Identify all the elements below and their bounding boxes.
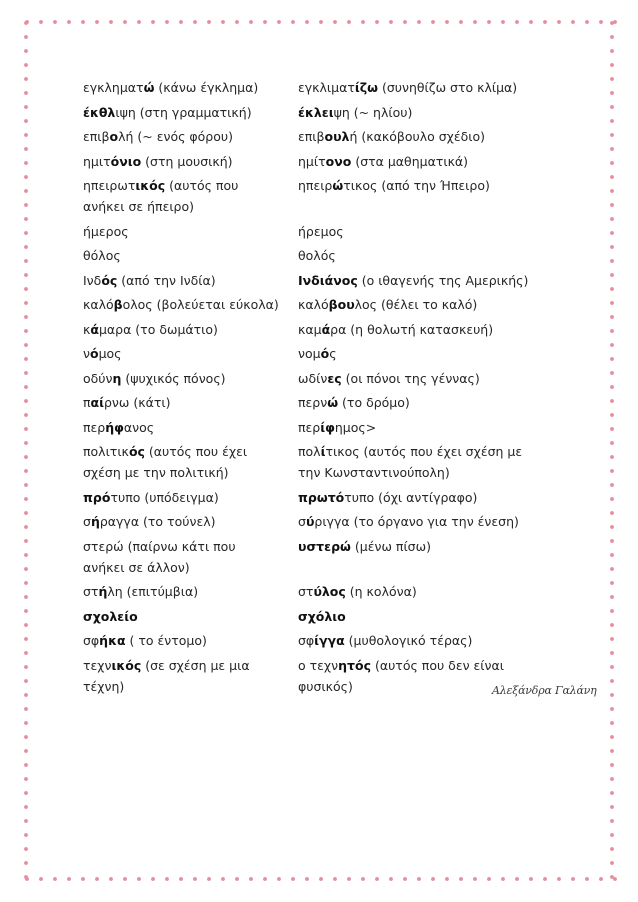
word-right-cell (298, 175, 563, 217)
word-part: τυπο (όχι αντίγραφο) (344, 489, 478, 505)
word-part: σ (298, 514, 306, 529)
word-part: ωδίν (298, 370, 328, 386)
cell-line (298, 655, 563, 676)
word-part: σφ (298, 633, 315, 648)
word-pair-row (83, 536, 563, 578)
word-part: ιψη (στη γραμματική) (115, 104, 252, 120)
bold-word-part: ός (101, 272, 118, 288)
word-right-cell (298, 319, 563, 340)
word-part: (αυτός που δεν είναι (370, 657, 504, 673)
word-pair-row (83, 368, 563, 389)
word-right-cell (298, 294, 563, 315)
word-left-cell (83, 294, 298, 315)
cell-line (83, 557, 298, 578)
bold-word-part: ίζω (354, 80, 378, 95)
word-pair-row (83, 630, 563, 651)
bold-word-part: ί (320, 444, 326, 459)
word-part: θολός (298, 248, 336, 263)
bold-word-part: η (112, 370, 122, 386)
word-part: (το δρόμο) (338, 395, 410, 410)
word-part: (σε σχέση με μια (141, 657, 250, 673)
cell-line (298, 245, 563, 266)
word-part: επιβ (298, 129, 325, 144)
word-part: λη (επιτύμβια) (107, 584, 199, 599)
bold-word-part: β (113, 297, 123, 312)
word-right-cell (298, 536, 563, 578)
word-left-cell (83, 417, 298, 438)
word-part: στερώ (παίρνω κάτι που (83, 538, 236, 554)
word-part: θόλος (83, 248, 121, 263)
word-pair-row (83, 343, 563, 364)
bold-word-part: έκλει (298, 104, 334, 120)
cell-line (83, 343, 298, 364)
bold-word-part: ός (128, 444, 145, 459)
cell-line (83, 462, 298, 483)
word-part: Ινδ (83, 272, 102, 288)
word-pair-row (83, 77, 563, 98)
cell-line (298, 368, 563, 389)
word-right-cell (298, 511, 563, 532)
cell-line (83, 676, 298, 697)
word-left-cell (83, 487, 298, 508)
bold-word-part: ό (320, 346, 330, 361)
bold-word-part: ονο (325, 153, 352, 169)
word-left-cell (83, 606, 298, 627)
word-part: ν (83, 346, 90, 361)
word-left-cell (83, 221, 298, 242)
cell-line (83, 196, 298, 217)
word-right-cell (298, 581, 563, 602)
word-part: ή (κακόβουλο σχέδιο) (349, 129, 486, 144)
word-pair-row (83, 319, 563, 340)
bold-word-part: ικός (111, 657, 142, 673)
cell-line (298, 77, 563, 98)
word-part: ς (329, 346, 337, 361)
word-right-cell (298, 368, 563, 389)
bold-word-part: ήκα (99, 633, 126, 648)
word-pair-row (83, 511, 563, 532)
cell-line (83, 77, 298, 98)
bold-word-part: ό (89, 346, 99, 361)
word-right-cell (298, 102, 563, 123)
bold-word-part: ες (327, 370, 342, 386)
bold-word-part: ήφ (105, 419, 124, 435)
word-left-cell (83, 151, 298, 172)
word-part: (στη μουσική) (141, 153, 233, 169)
word-pair-row (83, 294, 563, 315)
word-part: κ (83, 321, 91, 337)
word-part: ριγγα (το όργανο για την ένεση) (314, 514, 519, 529)
word-part: τεχν (83, 657, 112, 673)
cell-line (83, 511, 298, 532)
bold-word-part: αί (90, 395, 104, 410)
word-part: ημίτ (298, 153, 326, 169)
bold-word-part: υστερώ (298, 538, 351, 554)
bold-word-part: Ινδιάνος (298, 272, 358, 288)
bold-word-part: ύ (305, 514, 315, 529)
word-part: περ (83, 419, 106, 435)
word-right-cell (298, 151, 563, 172)
cell-line (298, 343, 563, 364)
bold-word-part: ητός (338, 657, 371, 673)
cell-line (298, 175, 563, 196)
word-part: μος (98, 346, 122, 361)
word-right-cell (298, 487, 563, 508)
cell-line (83, 487, 298, 508)
word-right-cell (298, 417, 563, 438)
cell-line (83, 606, 298, 627)
word-part: (στα μαθηματικά) (351, 153, 469, 169)
cell-line (83, 221, 298, 242)
cell-line (298, 630, 563, 651)
word-part: οδύν (83, 370, 113, 386)
word-left-cell (83, 536, 298, 578)
word-right-cell (298, 630, 563, 651)
word-part: ανήκει σε ήπειρο) (83, 199, 195, 214)
cell-line (83, 294, 298, 315)
word-part: ραγγα (το τούνελ) (99, 514, 216, 529)
word-part: τυπο (υπόδειγμα) (110, 489, 219, 505)
word-left-cell (83, 441, 298, 483)
cell-line (298, 511, 563, 532)
word-part: λος (θέλει το καλό) (354, 297, 478, 312)
word-pair-row (83, 102, 563, 123)
bold-word-part: ή (98, 584, 108, 599)
bold-word-part: πρωτό (298, 489, 345, 505)
cell-line (298, 606, 563, 627)
bold-word-part: ώ (327, 395, 339, 410)
word-right-cell (298, 392, 563, 413)
word-part: (συνηθίζω στο κλίμα) (378, 80, 518, 95)
cell-line (298, 441, 563, 462)
word-pair-row (83, 175, 563, 217)
word-part: πολιτικ (83, 444, 129, 459)
word-pair-row (83, 392, 563, 413)
word-part: ο τεχν (298, 657, 339, 673)
cell-line (83, 630, 298, 651)
word-right-cell (298, 343, 563, 364)
cell-line (298, 221, 563, 242)
cell-line (298, 536, 563, 557)
word-pair-row (83, 581, 563, 602)
cell-line (298, 462, 563, 483)
word-part: (από την Ινδία) (117, 272, 216, 288)
word-part: σχέση με την πολιτική) (83, 465, 229, 480)
cell-line (83, 536, 298, 557)
word-pair-row (83, 655, 563, 697)
word-part: περν (298, 395, 328, 410)
word-part: (η κολόνα) (345, 584, 417, 599)
word-left-cell (83, 581, 298, 602)
word-part: καλό (298, 297, 329, 312)
word-part: ανήκει σε άλλον) (83, 559, 190, 575)
word-part: τικος (από την Ήπειρο) (343, 178, 490, 193)
word-right-cell (298, 77, 563, 98)
word-left-cell (83, 630, 298, 651)
decorative-border-bottom (20, 873, 618, 885)
word-part: (μένω πίσω) (350, 538, 431, 554)
cell-line (83, 392, 298, 413)
word-part: ρνω (κάτι) (104, 395, 171, 410)
cell-line (298, 581, 563, 602)
cell-line (298, 417, 563, 438)
word-part: π (83, 395, 91, 410)
cell-line (83, 151, 298, 172)
word-left-cell (83, 126, 298, 147)
word-pair-row (83, 441, 563, 483)
cell-line (298, 102, 563, 123)
word-left-cell (83, 319, 298, 340)
word-pair-row (83, 245, 563, 266)
decorative-border-right (606, 16, 618, 885)
word-right-cell (298, 245, 563, 266)
word-part: ( το έντομο) (125, 633, 207, 648)
word-part: νομ (298, 346, 321, 361)
word-pair-row (83, 606, 563, 627)
word-pair-row (83, 151, 563, 172)
cell-line (83, 175, 298, 196)
bold-word-part: ικός (135, 178, 166, 193)
word-pair-row (83, 487, 563, 508)
word-left-cell (83, 368, 298, 389)
word-part: ολος (βολεύεται εύκολα) (122, 297, 279, 312)
bold-word-part: ά (90, 321, 99, 337)
word-pair-row (83, 126, 563, 147)
word-part: καλό (83, 297, 114, 312)
bold-word-part: έκθλ (83, 104, 116, 120)
cell-line (83, 581, 298, 602)
word-part: ψη (~ ηλίου) (333, 104, 413, 120)
cell-line (298, 392, 563, 413)
word-part: λή (~ ενός φόρου) (118, 129, 233, 144)
word-part: τέχνη) (83, 678, 125, 694)
word-part: περ (298, 419, 321, 435)
word-left-cell (83, 102, 298, 123)
word-part: (μυθολογικό τέρας) (344, 633, 473, 648)
cell-line (83, 126, 298, 147)
word-part: στ (83, 584, 99, 599)
word-part: ηπειρωτ (83, 178, 136, 193)
bold-word-part: ώ (332, 178, 344, 193)
cell-line (298, 487, 563, 508)
word-part: τικος (αυτός που έχει σχέση με (325, 444, 523, 459)
cell-line (298, 126, 563, 147)
word-right-cell (298, 126, 563, 147)
cell-line (83, 655, 298, 676)
word-left-cell (83, 511, 298, 532)
word-right-cell (298, 221, 563, 242)
word-left-cell (83, 392, 298, 413)
bold-word-part: ώ (143, 80, 155, 95)
bold-word-part: ίγγα (314, 633, 345, 648)
bold-word-part: σχόλιο (298, 608, 346, 624)
word-part: (οι πόνοι της γέννας) (341, 370, 480, 386)
cell-line (298, 151, 563, 172)
word-pairs-list (83, 77, 563, 700)
word-part: ρα (η θολωτή κατασκευή) (330, 321, 494, 337)
word-part: (κάνω έγκλημα) (154, 80, 259, 95)
cell-line (298, 319, 563, 340)
cell-line (83, 245, 298, 266)
word-part: εγκληματ (83, 80, 144, 95)
bold-word-part: βου (328, 297, 355, 312)
word-part: (ψυχικός πόνος) (121, 370, 226, 386)
word-part: επιβ (83, 129, 110, 144)
word-part: πολ (298, 444, 321, 459)
word-pair-row (83, 417, 563, 438)
cell-line (83, 102, 298, 123)
word-part: (αυτός που έχει (144, 444, 248, 459)
word-right-cell (298, 270, 563, 291)
cell-line (83, 368, 298, 389)
word-part: μαρα (το δωμάτιο) (98, 321, 218, 337)
word-part: στ (298, 584, 314, 599)
word-left-cell (83, 77, 298, 98)
word-right-cell (298, 606, 563, 627)
bold-word-part: πρό (83, 489, 111, 505)
cell-line (298, 270, 563, 291)
word-part: την Κωνσταντινούπολη) (298, 465, 450, 480)
decorative-border-left (20, 16, 32, 885)
word-part: σ (83, 514, 91, 529)
bold-word-part: ίφ (320, 419, 335, 435)
bold-word-part: ύλος (313, 584, 346, 599)
word-left-cell (83, 175, 298, 217)
word-part: σφ (83, 633, 100, 648)
cell-line (83, 319, 298, 340)
cell-line (83, 417, 298, 438)
word-pair-row (83, 270, 563, 291)
word-right-cell (298, 441, 563, 483)
word-part: (αυτός που (165, 178, 239, 193)
bold-word-part: ουλ (324, 129, 350, 144)
author-signature: Αλεξάνδρα Γαλάνη (492, 684, 597, 697)
word-part: ηπειρ (298, 178, 333, 193)
word-part: ήμερος (83, 223, 129, 239)
bold-word-part: σχολείο (83, 608, 138, 624)
bold-word-part: όνιο (110, 153, 142, 169)
word-pair-row (83, 221, 563, 242)
word-part: ήρεμος (298, 223, 344, 239)
decorative-border-top (20, 16, 618, 28)
bold-word-part: ο (109, 129, 119, 144)
word-left-cell (83, 343, 298, 364)
cell-line (83, 441, 298, 462)
bold-word-part: ή (90, 514, 100, 529)
word-part: (ο ιθαγενής της Αμερικής) (357, 272, 529, 288)
cell-line (83, 270, 298, 291)
word-left-cell (83, 245, 298, 266)
word-left-cell (83, 270, 298, 291)
bold-word-part: ά (321, 321, 331, 337)
word-part: εγκλιματ (298, 80, 355, 95)
word-left-cell (83, 655, 298, 697)
word-part: ανος (123, 419, 155, 435)
word-part: καμ (298, 321, 322, 337)
word-part: φυσικός) (298, 678, 353, 694)
word-part: ημος> (334, 419, 377, 435)
cell-line (298, 294, 563, 315)
word-part: ημιτ (83, 153, 111, 169)
